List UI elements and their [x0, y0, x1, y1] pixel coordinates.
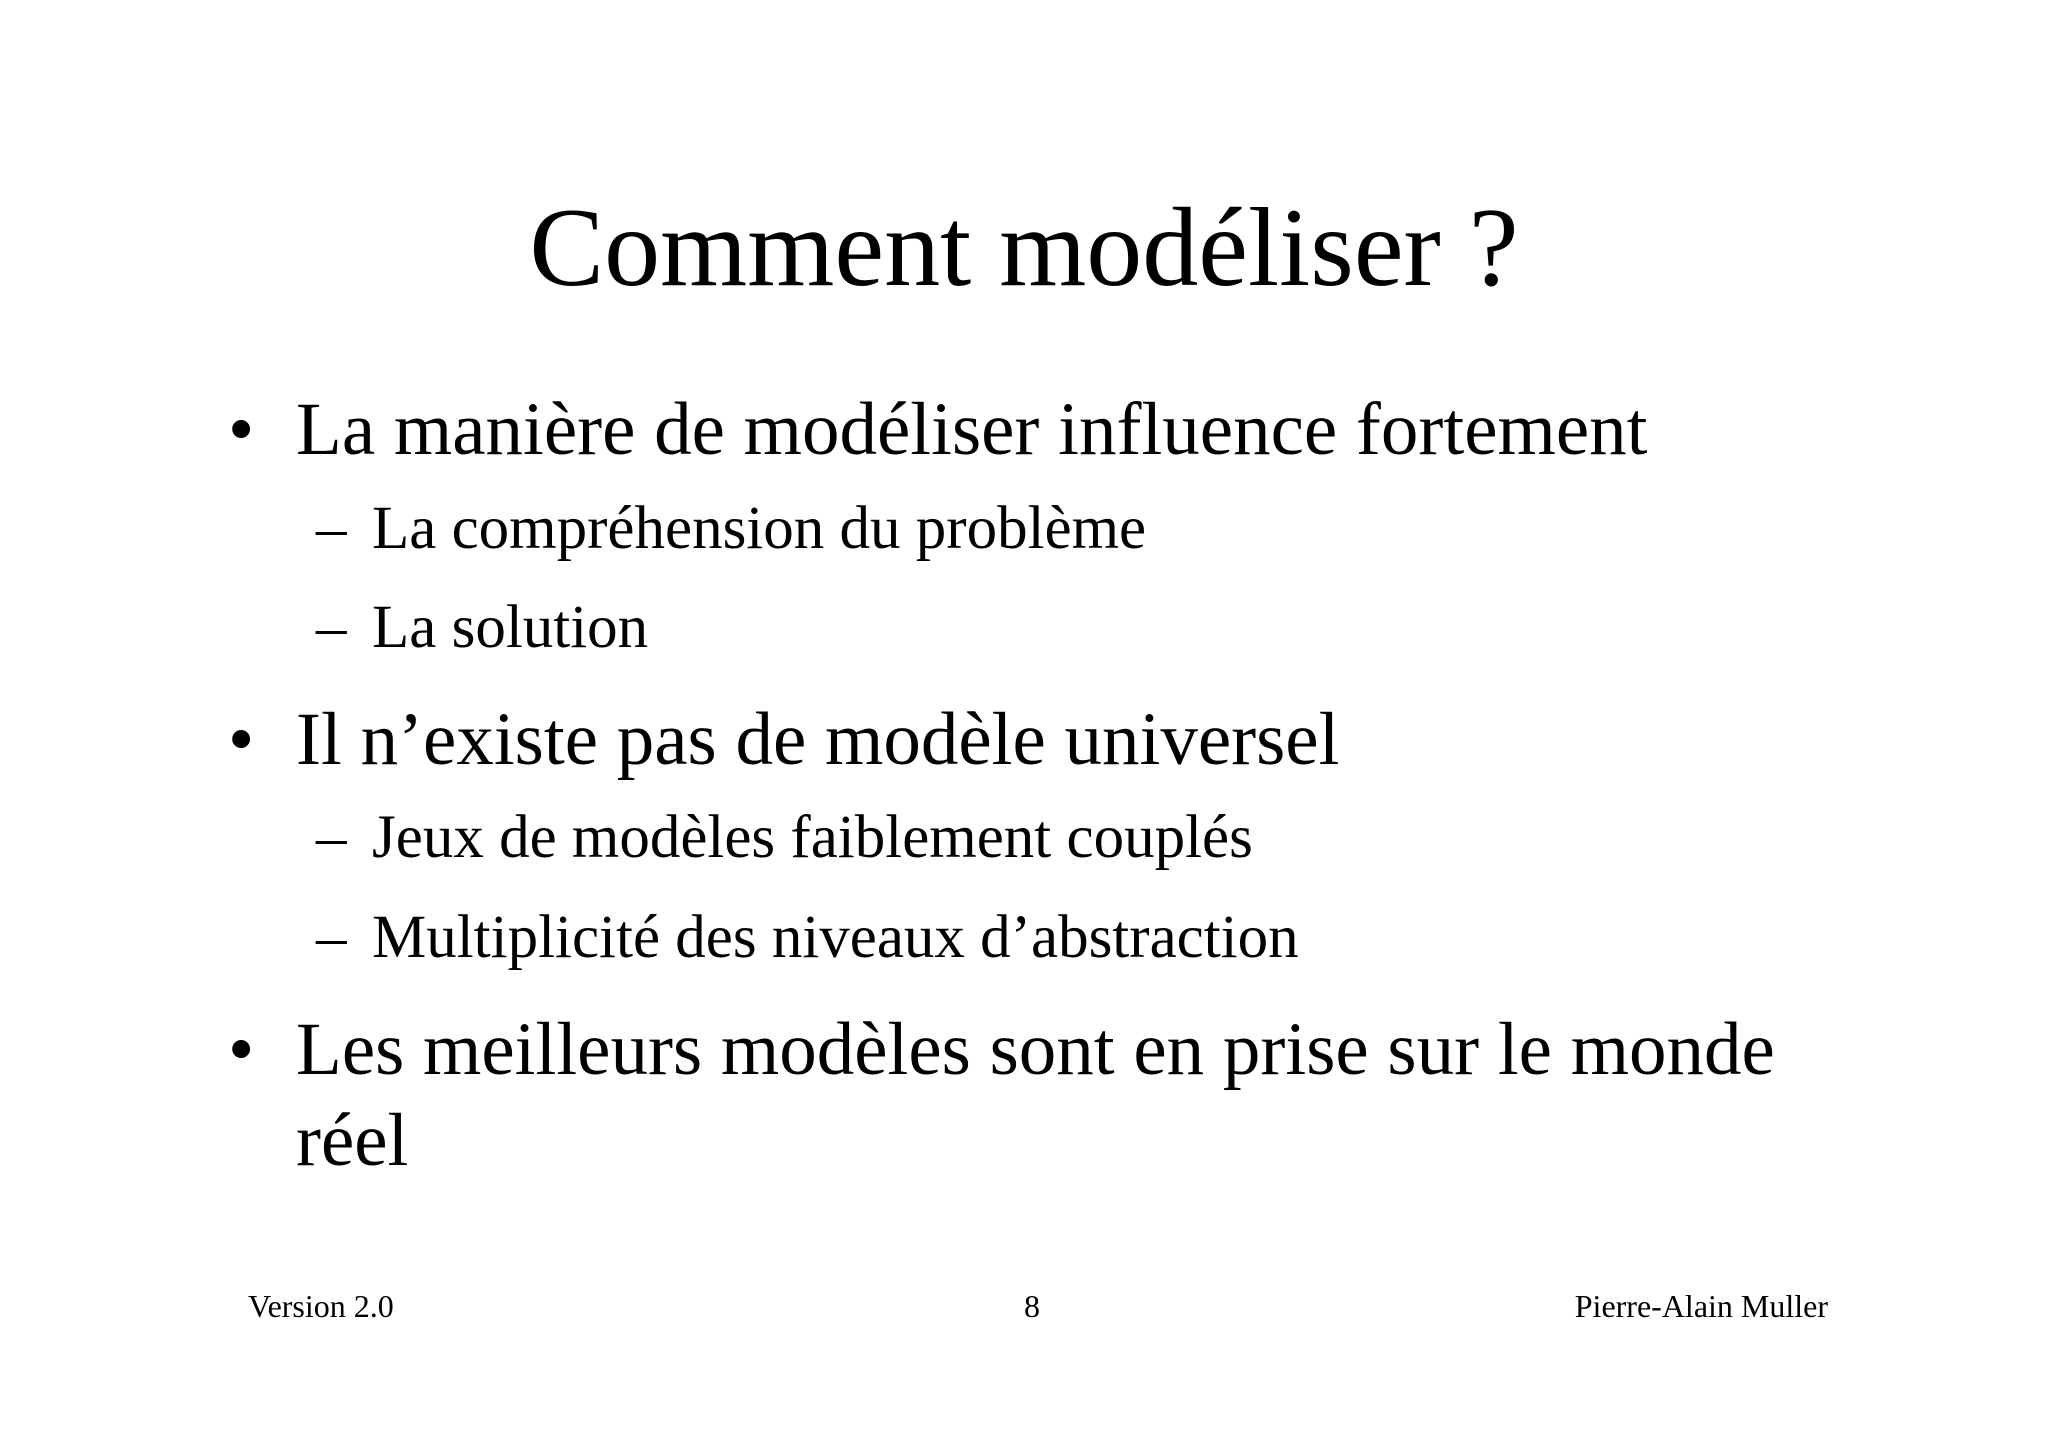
dash-icon: – [316, 495, 347, 562]
bullet-dot-icon: • [228, 388, 255, 471]
bullet-text-line1: Les meilleurs modèles sont en prise sur le monde [296, 1008, 1775, 1091]
dash-icon: – [316, 804, 347, 871]
sub-bullet-text: La compréhension du problème [372, 495, 1147, 562]
sub-bullet-text: La solution [372, 594, 649, 661]
footer-author: Pierre-Alain Muller [1574, 1288, 1828, 1324]
bullet-dot-icon: • [228, 698, 255, 781]
dash-icon: – [316, 594, 347, 661]
slide-title: Comment modéliser ? [529, 186, 1519, 310]
bullet-dot-icon: • [228, 1008, 255, 1091]
sub-bullet-text: Multiplicité des niveaux d’abstraction [372, 904, 1299, 971]
footer-version: Version 2.0 [248, 1288, 394, 1324]
dash-icon: – [316, 904, 347, 971]
footer-page-number: 8 [1024, 1288, 1040, 1324]
bullet-text: Il n’existe pas de modèle universel [296, 698, 1340, 781]
bullet-text-line2: réel [296, 1099, 409, 1182]
sub-bullet-text: Jeux de modèles faiblement couplés [372, 804, 1253, 871]
bullet-text: La manière de modéliser influence fortement [296, 388, 1648, 471]
